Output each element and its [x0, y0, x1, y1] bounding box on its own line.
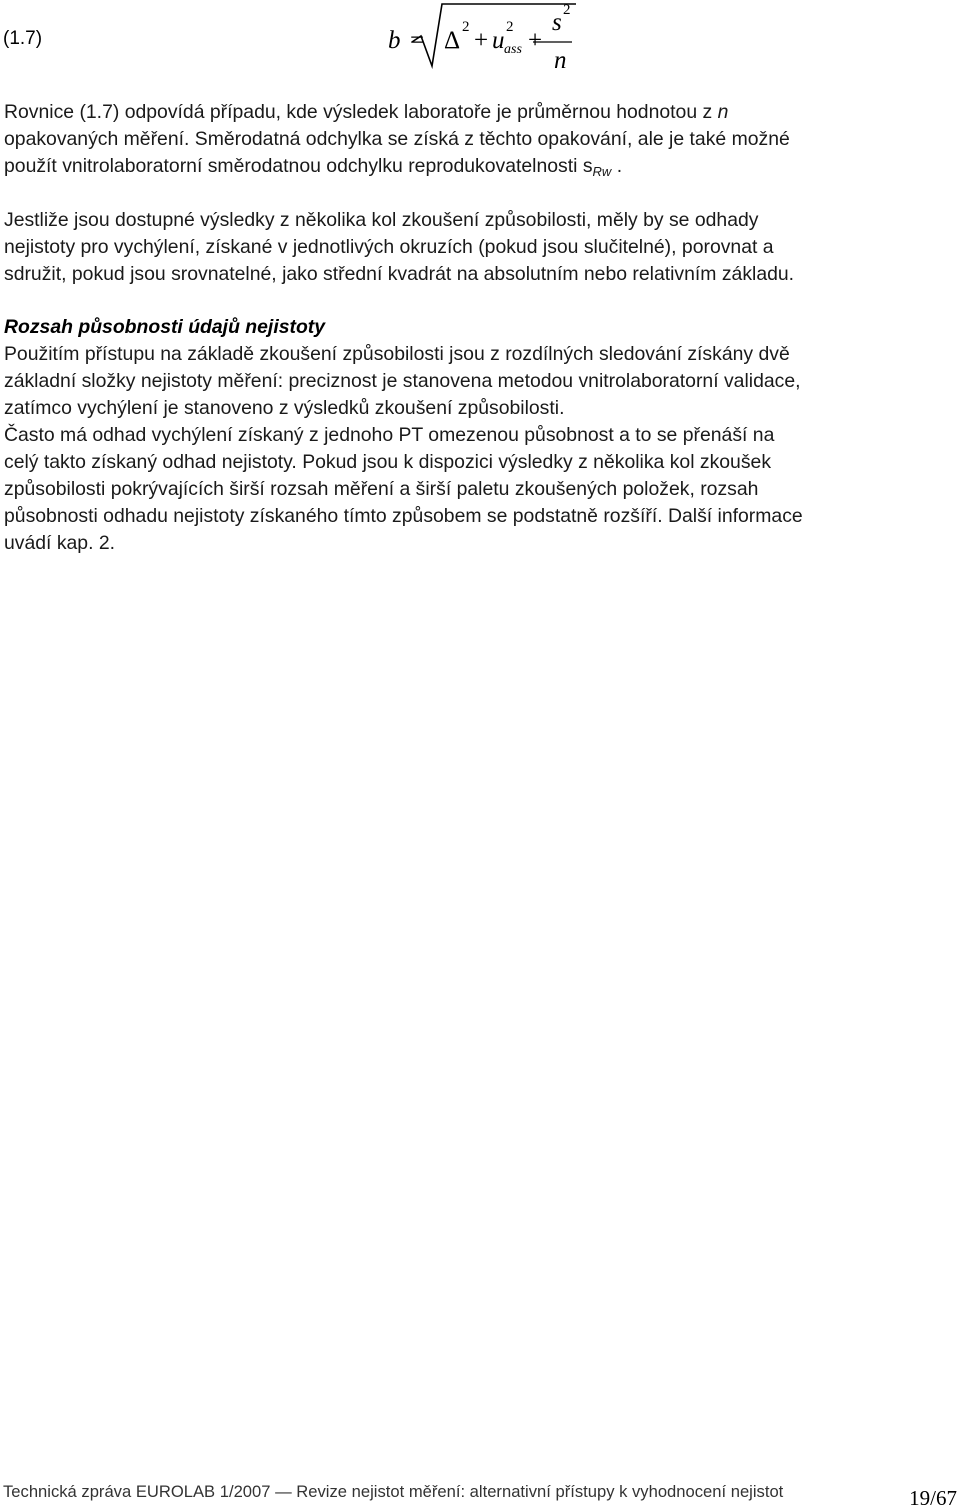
- footer-title: Technická zpráva EUROLAB 1/2007 — Revize nejistot měření: alternativní přístupy k vyhodnocení nejistot: [3, 1482, 784, 1501]
- symbol-delta: Δ: [444, 27, 461, 54]
- symbol-equals: =: [410, 27, 425, 54]
- paragraph-line: způsobilosti pokrývajících širší rozsah měření a širší paletu zkoušených položek, rozsah: [4, 478, 759, 500]
- paragraph-line: Jestliže jsou dostupné výsledky z několika kol zkoušení způsobilosti, měly by se odhady: [4, 209, 759, 231]
- equation-formula: [380, 0, 590, 80]
- text-run: Rovnice (1.7) odpovídá případu, kde výsledek laboratoře je průměrnou hodnotou z: [4, 101, 718, 123]
- paragraph-pt-rounds: [4, 207, 960, 288]
- section-heading: Rozsah působnosti údajů nejistoty: [4, 316, 326, 338]
- text-run: použít vnitrolaboratorní směrodatnou odchylku reprodukovatelnosti s: [4, 155, 593, 177]
- equation-number: (1.7): [3, 28, 43, 49]
- subscript-ass: ass: [504, 42, 522, 57]
- paragraph-line: Použitím přístupu na základě zkoušení způsobilosti jsou z rozdílných sledování získány dvě: [4, 343, 790, 365]
- paragraph-line: celý takto získaný odhad nejistoty. Pokud jsou k dispozici výsledky z několika kol zkoušek: [4, 451, 772, 473]
- exponent-s: 2: [563, 2, 571, 18]
- numerator-s: s: [552, 9, 562, 36]
- paragraph-line: uvádí kap. 2.: [4, 532, 116, 554]
- text-run: .: [611, 155, 623, 177]
- symbol-plus-1: +: [474, 27, 489, 54]
- denominator-n: n: [554, 47, 567, 74]
- exponent-u: 2: [506, 19, 514, 35]
- exponent-delta: 2: [462, 19, 470, 35]
- paragraph-line: působnosti odhadu nejistoty získaného tímto způsobem se podstatně rozšíří. Další informace: [4, 505, 803, 527]
- paragraph-line: Často má odhad vychýlení získaný z jednoho PT omezenou působnost a to se přenáší na: [4, 424, 775, 446]
- paragraph-line: opakovaných měření. Směrodatná odchylka se získá z těchto opakování, ale je také možné: [4, 128, 790, 150]
- italic-n: n: [717, 101, 729, 123]
- paragraph-line: nejistoty pro vychýlení, získané v jednotlivých okruzích (pokud jsou slučitelné), porovnat a: [4, 236, 774, 258]
- page-number: 19/67: [909, 1486, 957, 1510]
- symbol-b: b: [388, 27, 401, 54]
- paragraph-equation-note: [4, 99, 960, 185]
- symbol-plus-2: +: [528, 27, 543, 54]
- paragraph-line: [4, 153, 960, 185]
- equation-row: [0, 0, 960, 80]
- subscript-rw: Rw: [592, 164, 612, 179]
- paragraph-scope: [4, 341, 960, 557]
- paragraph-line: sdružit, pokud jsou srovnatelné, jako střední kvadrát na absolutním nebo relativním základu.: [4, 263, 795, 285]
- paragraph-line: zatímco vychýlení je stanoveno z výsledků zkoušení způsobilosti.: [4, 397, 565, 419]
- paragraph-line: základní složky nejistoty měření: preciznost je stanovena metodou vnitrolaboratorní validace,: [4, 370, 801, 392]
- symbol-u: u: [492, 27, 505, 54]
- paragraph-line: [4, 99, 960, 126]
